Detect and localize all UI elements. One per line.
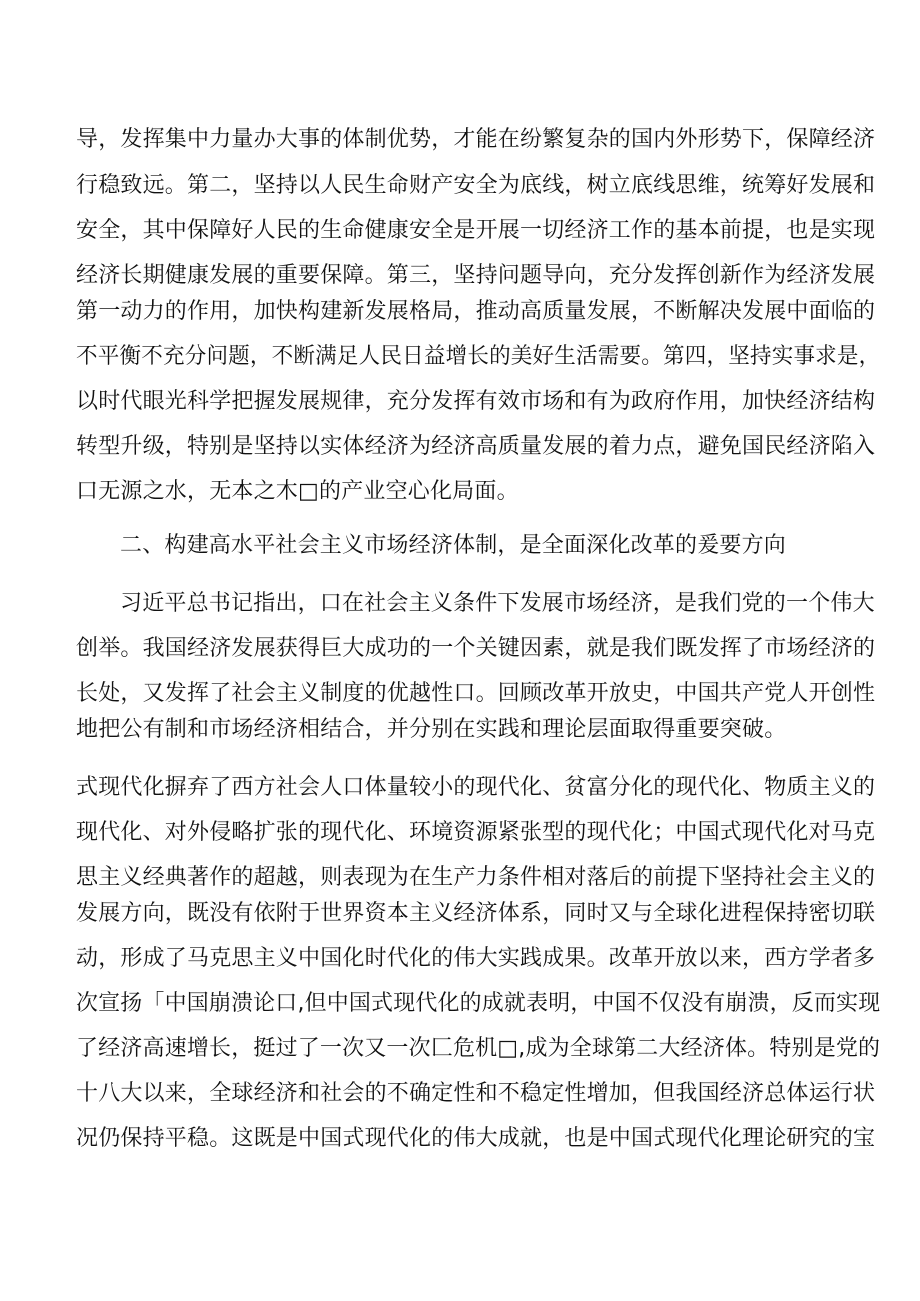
text-line: 式现代化摒弃了西方社会人口体量较小的现代化、贫富分化的现代化、物质主义的: [76, 775, 876, 800]
text-line: 习近平总书记指出，口在社会主义条件下发展市场经济，是我们党的一个伟大: [120, 591, 875, 616]
text-line: 行稳致远。第二，坚持以人民生命财产安全为底线，树立底线思维，统筹好发展和: [76, 173, 876, 198]
text-line: 发展方向，既没有依附于世界资本主义经济体系，同时又与全球化进程保持密切联: [76, 901, 876, 926]
text-line: 转型升级，特别是坚持以实体经济为经济高质量发展的着力点，避免国民经济陷入: [76, 434, 876, 459]
text-line: 安全，其中保障好人民的生命健康安全是开展一切经济工作的基本前提，也是实现: [76, 218, 876, 243]
text-line: 不平衡不充分问题，不断满足人民日益增长的美好生活需要。第四，坚持实事求是，: [76, 344, 881, 369]
text-line: 经济长期健康发展的重要保障。第三，坚持问题导向，充分发挥创新作为经济发展: [76, 263, 876, 288]
text-line: 思主义经典著作的超越，则表现为在生产力条件相对落后的前提下坚持社会主义的: [76, 865, 876, 890]
text-line: 地把公有制和市场经济相结合，并分别在实践和理论层面取得重要突破。: [76, 717, 787, 742]
text-line: 创举。我国经济发展获得巨大成功的一个关键因素，就是我们既发挥了市场经济的: [76, 636, 876, 661]
text-line: 次宣扬「中国崩溃论口,但中国式现代化的成就表明，中国不仅没有崩溃，反而实现: [76, 991, 881, 1016]
text-line: 第一动力的作用，加快构建新发展格局，推动高质量发展，不断解决发展中面临的: [76, 299, 876, 324]
text-line: 动，形成了马克思主义中国化时代化的伟大实践成果。改革开放以来，西方学者多: [76, 946, 876, 971]
text-line: 现代化、对外侵略扩张的现代化、环境资源紧张型的现代化；中国式现代化对马克: [76, 820, 876, 845]
text-line: 了经济高速增长，挺过了一次又一次匚危机□,成为全球第二大经济体。特别是党的: [76, 1036, 881, 1061]
text-line: 况仍保持平稳。这既是中国式现代化的伟大成就，也是中国式现代化理论研究的宝: [76, 1126, 876, 1151]
text-line: 十八大以来，全球经济和社会的不确定性和不稳定性增加，但我国经济总体运行状: [76, 1081, 876, 1106]
text-line: 长处，又发挥了社会主义制度的优越性口。回顾改革开放史，中国共产党人开创性: [76, 681, 876, 706]
text-line: 导，发挥集中力量办大事的体制优势，才能在纷繁复杂的国内外形势下，保障经济: [76, 127, 876, 152]
text-line: 以时代眼光科学把握发展规律，充分发挥有效市场和有为政府作用，加快经济结构: [76, 389, 876, 414]
section-heading: 二、构建高水平社会主义市场经济体制，是全面深化改革的爰要方向: [120, 533, 787, 558]
text-line: 口无源之水，无本之木□的产业空心化局面。: [76, 479, 519, 504]
